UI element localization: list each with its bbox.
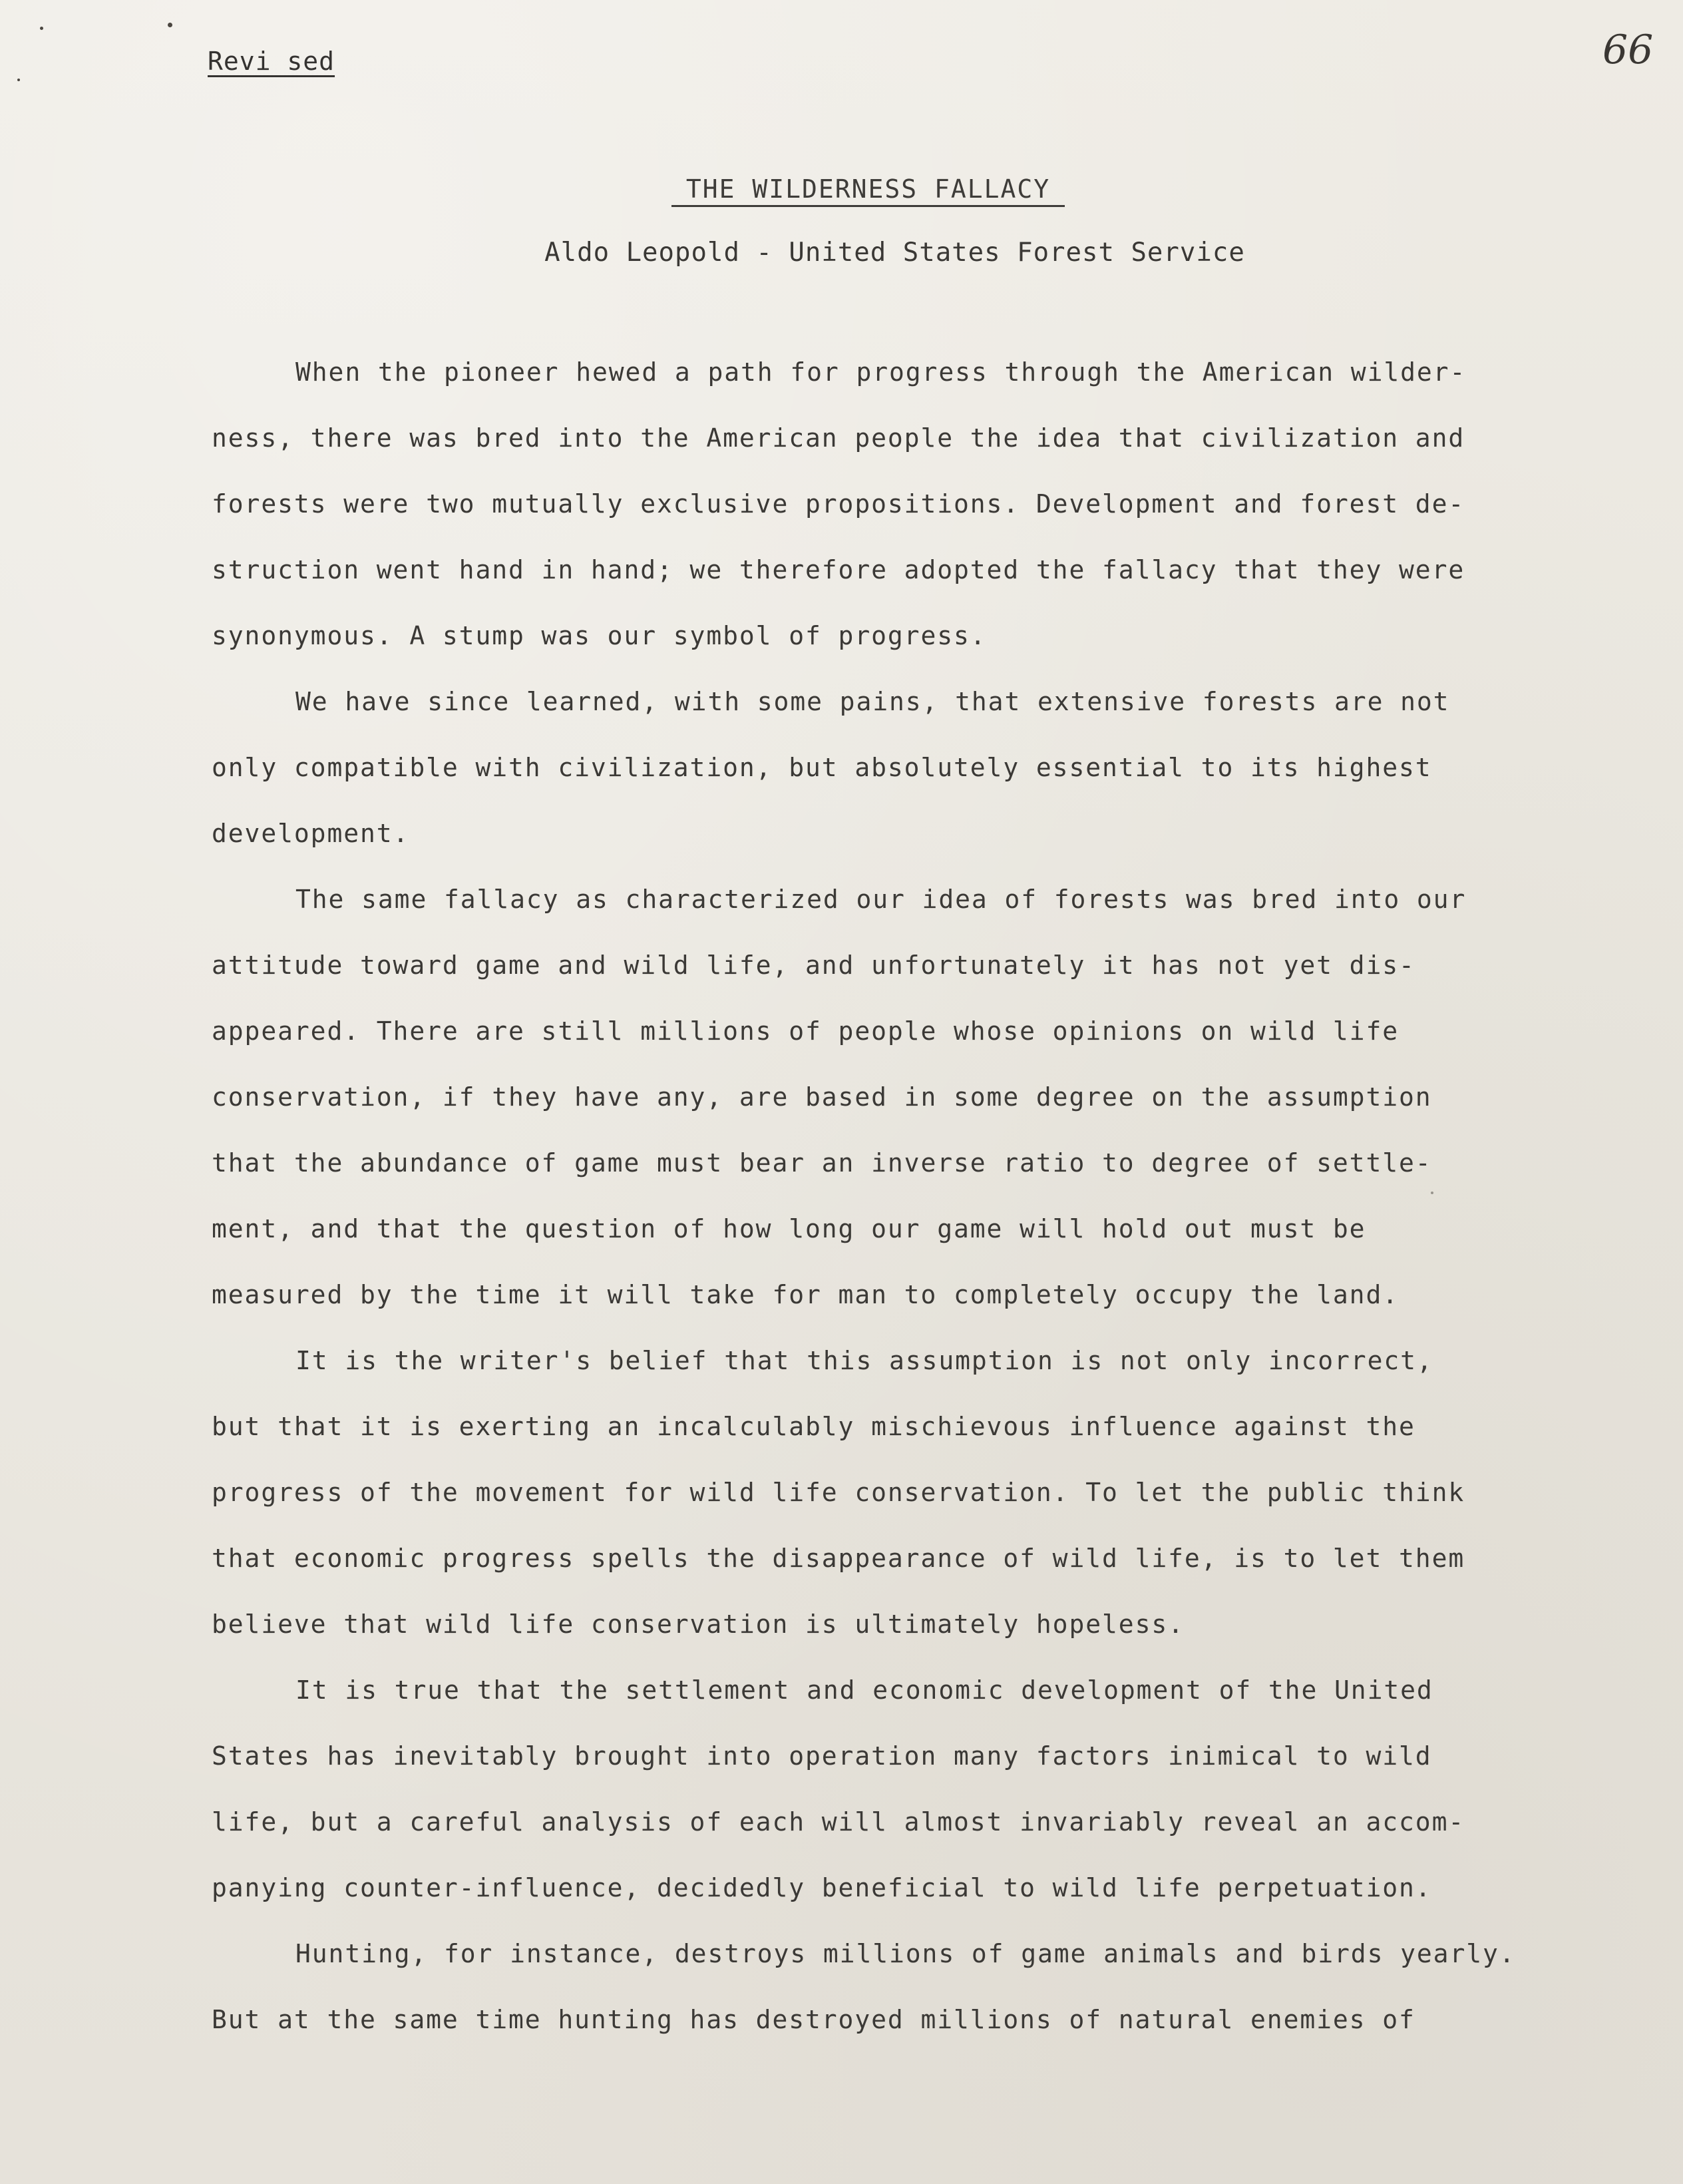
text-line: only compatible with civilization, but absolutely essential to its highest — [212, 753, 1432, 782]
author-byline: Aldo Leopold - United States Forest Service — [544, 238, 1245, 268]
text-line: progress of the movement for wild life conservation. To let the public think — [212, 1478, 1465, 1507]
text-line: measured by the time it will take for man to completely occupy the land. — [212, 1280, 1400, 1309]
text-line: forests were two mutually exclusive propositions. Development and forest de- — [212, 489, 1465, 519]
text-line: conservation, if they have any, are based in some degree on the assumption — [212, 1082, 1432, 1112]
text-line: Hunting, for instance, destroys millions of game animals and birds yearly. — [295, 1939, 1516, 1968]
text-line: that economic progress spells the disappearance of wild life, is to let them — [212, 1544, 1465, 1573]
document-title: THE WILDERNESS FALLACY — [671, 174, 1065, 207]
title-block — [0, 174, 1683, 268]
text-line: The same fallacy as characterized our idea of forests was bred into our — [295, 885, 1467, 914]
text-line: panying counter-influence, decidedly beneficial to wild life perpetuation. — [212, 1873, 1432, 1902]
text-line: We have since learned, with some pains, that extensive forests are not — [295, 687, 1450, 716]
paper-speck — [17, 79, 20, 81]
body-text — [212, 339, 1556, 2053]
paper-speck — [168, 23, 172, 27]
text-line: States has inevitably brought into operation many factors inimical to wild — [212, 1741, 1432, 1771]
text-line: It is true that the settlement and economic development of the United — [295, 1675, 1433, 1705]
paper-speck — [40, 27, 43, 30]
text-line: development. — [212, 819, 410, 848]
page-number: 66 — [1602, 27, 1654, 73]
text-line: that the abundance of game must bear an inverse ratio to degree of settle- — [212, 1148, 1432, 1178]
text-line: synonymous. A stump was our symbol of progress. — [212, 621, 987, 650]
text-line: appeared. There are still millions of people whose opinions on wild life — [212, 1016, 1400, 1046]
text-line: life, but a careful analysis of each will almost invariably reveal an accom- — [212, 1807, 1465, 1837]
revised-mark: Revi sed — [208, 47, 335, 76]
text-line: ness, there was bred into the American people the idea that civilization and — [212, 423, 1465, 453]
text-line: attitude toward game and wild life, and unfortunately it has not yet dis- — [212, 951, 1415, 980]
text-line: struction went hand in hand; we therefore adopted the fallacy that they were — [212, 555, 1465, 584]
text-line: When the pioneer hewed a path for progress through the American wilder- — [295, 357, 1467, 387]
text-line: But at the same time hunting has destroyed millions of natural enemies of — [212, 2005, 1415, 2034]
text-line: but that it is exerting an incalculably mischievous influence against the — [212, 1412, 1415, 1441]
text-line: ment, and that the question of how long our game will hold out must be — [212, 1214, 1366, 1243]
text-line: It is the writer's belief that this assumption is not only incorrect, — [295, 1346, 1433, 1375]
text-line: believe that wild life conservation is ultimately hopeless. — [212, 1610, 1185, 1639]
